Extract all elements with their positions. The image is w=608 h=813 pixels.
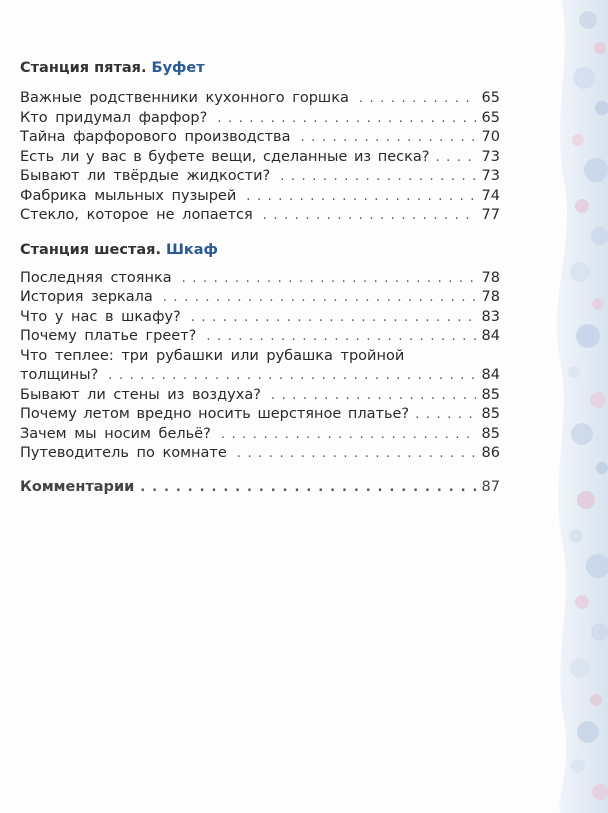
toc-entry-page: 77 (481, 207, 500, 223)
section-heading-wardrobe (20, 240, 500, 260)
toc-entry-title: Зачем мы носим бельё? (20, 425, 211, 442)
dot-leader (221, 425, 476, 445)
toc-entry-title: История зеркала (20, 289, 153, 305)
dot-leader (140, 478, 476, 498)
dot-leader (108, 366, 476, 386)
toc-entry-page: 85 (481, 386, 500, 403)
toc-entry-title: Почему летом вредно носить шерстяное платье? (20, 406, 410, 422)
toc-entry-page: 85 (481, 406, 500, 422)
toc-entry[interactable] (20, 386, 500, 406)
toc-entry[interactable] (20, 148, 500, 168)
dot-leader (191, 308, 476, 328)
dot-leader (182, 269, 476, 289)
dot-leader (280, 167, 476, 187)
toc-entry-page: 65 (481, 90, 500, 106)
toc-entry-title: Бывают ли стены из воздуха? (20, 386, 261, 403)
toc-entry[interactable] (20, 444, 500, 464)
toc-entry[interactable] (20, 288, 500, 308)
dot-leader (415, 405, 476, 425)
toc-entry-page: 83 (481, 308, 500, 325)
dot-leader (263, 206, 476, 226)
toc-entry-page: 87 (481, 478, 500, 495)
toc-entry-page: 84 (481, 367, 500, 383)
section-title: Буфет (151, 60, 205, 76)
section-label: Станция пятая. (20, 60, 147, 76)
toc-entry-title: Почему платье греет? (20, 328, 197, 344)
toc-entry-multiline[interactable] (20, 347, 500, 386)
toc-entry-title: Тайна фарфорового производства (20, 129, 291, 145)
dot-leader (237, 444, 476, 464)
toc-entry-title: Путеводитель по комнате (20, 445, 227, 461)
toc-entry-continuation (20, 366, 500, 386)
toc-entry[interactable] (20, 109, 500, 129)
toc-entry-title: Есть ли у вас в буфете вещи, сделанные из песка? (20, 148, 430, 165)
dot-leader (217, 109, 476, 129)
dot-leader (300, 128, 476, 148)
toc-entry-page: 84 (481, 328, 500, 344)
toc-entry-title: Фабрика мыльных пузырей (20, 187, 237, 204)
toc-entry-title: Стекло, которое не лопается (20, 207, 253, 223)
toc-entry-title: Важные родственники кухонного горшка (20, 90, 349, 106)
toc-entry[interactable] (20, 405, 500, 425)
toc-entry-page: 86 (481, 445, 500, 461)
toc-entry[interactable] (20, 425, 500, 445)
toc-entry[interactable] (20, 308, 500, 328)
toc-entry-page: 85 (481, 425, 500, 442)
toc-entry-page: 73 (481, 148, 500, 165)
section-label: Станция шестая. (20, 241, 161, 258)
dot-leader (435, 148, 476, 168)
dot-leader (246, 187, 476, 207)
toc-entry[interactable] (20, 128, 500, 148)
dot-leader (359, 89, 476, 109)
section-heading-buffet (20, 58, 500, 78)
toc-entry-page: 70 (481, 129, 500, 145)
toc-entry-title: Бывают ли твёрдые жидкости? (20, 168, 271, 184)
decorative-bubble-border (508, 0, 608, 813)
dot-leader (271, 386, 476, 406)
toc-entry-title: Что у нас в шкафу? (20, 308, 181, 325)
toc-entry-page: 73 (481, 168, 500, 184)
toc-entry[interactable] (20, 187, 500, 207)
toc-entry-title: Последняя стоянка (20, 269, 172, 286)
toc-entry[interactable] (20, 327, 500, 347)
toc-entry-page: 78 (481, 269, 500, 286)
toc-entry-page: 78 (481, 289, 500, 305)
toc-entry-title: Комментарии (20, 478, 135, 495)
toc-entry-title: толщины? (20, 367, 99, 383)
toc-entry[interactable] (20, 89, 500, 109)
section-title: Шкаф (166, 241, 218, 258)
toc-entry-comments[interactable] (20, 478, 500, 498)
dot-leader (163, 288, 476, 308)
table-of-contents (20, 58, 500, 497)
toc-entry[interactable] (20, 269, 500, 289)
toc-entry[interactable] (20, 167, 500, 187)
toc-entry[interactable] (20, 206, 500, 226)
toc-entry-page: 74 (481, 187, 500, 204)
toc-entry-page: 65 (481, 109, 500, 126)
toc-entry-title: Кто придумал фарфор? (20, 109, 208, 126)
dot-leader (206, 327, 476, 347)
toc-entry-title-line1: Что теплее: три рубашки или рубашка тройной (20, 347, 405, 364)
